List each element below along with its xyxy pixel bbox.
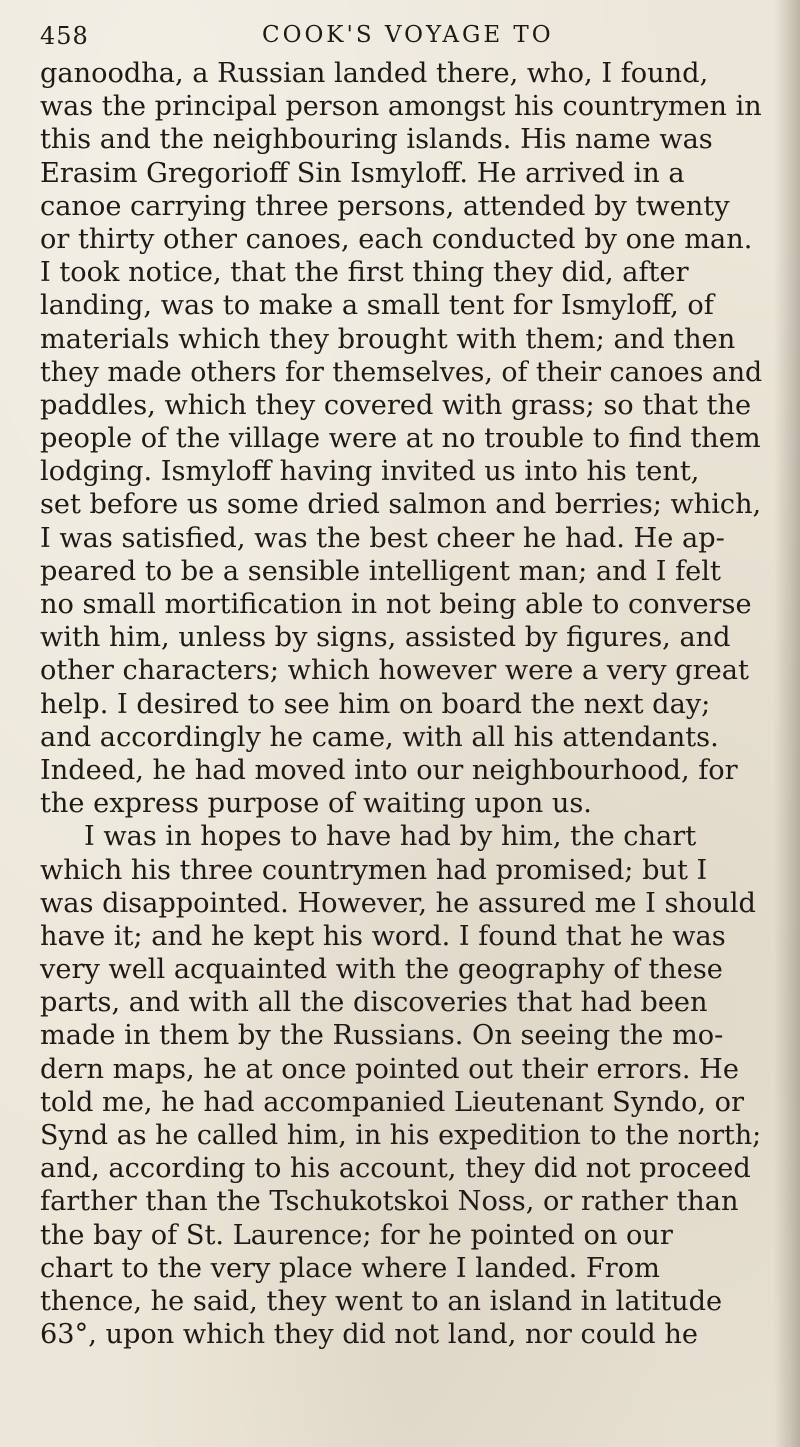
text-line: told me, he had accompanied Lieutenant Syndo, or (40, 1086, 745, 1118)
text-line: lodging. Ismyloff having invited us into his tent, (40, 456, 700, 488)
text-line: peared to be a sensible intelligent man; and I felt (40, 555, 721, 587)
page-header (40, 22, 760, 58)
text-line: 63°, upon which they did not land, nor could he (40, 1319, 698, 1351)
text-line: Indeed, he had moved into our neighbourhood, for (40, 754, 738, 786)
text-line: which his three countrymen had promised; but I (40, 854, 708, 886)
text-line: with him, unless by signs, assisted by figures, and (40, 622, 731, 654)
text-line: no small mortification in not being able to converse (40, 589, 752, 620)
text-line: they made others for themselves, of their canoes and (40, 356, 763, 388)
text-line: farther than the Tschukotskoi Noss, or rather than (40, 1186, 739, 1218)
text-line: help. I desired to see him on board the next day; (40, 688, 711, 720)
text-line: Erasim Gregorioff Sin Ismyloff. He arrived in a (40, 157, 685, 189)
body-text (40, 57, 770, 1351)
text-line: was disappointed. However, he assured me I should (40, 887, 756, 919)
text-line: very well acquainted with the geography of these (40, 954, 723, 986)
text-line: ganoodha, a Russian landed there, who, I found, (40, 58, 709, 89)
text-line: landing, was to make a small tent for Ismyloff, of (40, 290, 714, 322)
text-line: this and the neighbouring islands. His name was (40, 124, 713, 156)
text-line: I took notice, that the first thing they did, after (40, 257, 689, 289)
text-line: the express purpose of waiting upon us. (40, 788, 592, 820)
text-line: I was in hopes to have had by him, the chart (84, 821, 697, 853)
text-line: paddles, which they covered with grass; so that the (40, 389, 752, 421)
running-head: COOK'S VOYAGE TO (262, 22, 554, 48)
text-line: set before us some dried salmon and berries; which, (40, 489, 762, 521)
text-line: Synd as he called him, in his expedition to the north; (40, 1120, 762, 1151)
page-gutter-shadow (774, 0, 800, 1447)
text-line: thence, he said, they went to an island in latitude (40, 1285, 723, 1317)
text-line: I was satisfied, was the best cheer he had. He ap- (40, 522, 725, 554)
text-line: and accordingly he came, with all his attendants. (40, 721, 719, 753)
text-line: materials which they brought with them; and then (40, 323, 736, 355)
text-line: other characters; which however were a very great (40, 655, 749, 687)
text-line: made in them by the Russians. On seeing the mo- (40, 1020, 724, 1052)
text-line: have it; and he kept his word. I found that he was (40, 920, 726, 952)
text-line: canoe carrying three persons, attended by twenty (40, 190, 730, 222)
text-line: or thirty other canoes, each conducted by one man. (40, 223, 753, 255)
text-line: people of the village were at no trouble to find them (40, 423, 761, 455)
text-line: was the principal person amongst his countrymen in (40, 91, 762, 123)
text-line: parts, and with all the discoveries that had been (40, 987, 708, 1019)
text-line: chart to the very place where I landed. From (40, 1252, 660, 1284)
text-line: the bay of St. Laurence; for he pointed on our (40, 1219, 673, 1251)
text-line: dern maps, he at once pointed out their errors. He (40, 1053, 739, 1085)
page-number: 458 (40, 22, 89, 50)
text-line: and, according to his account, they did not proceed (40, 1153, 751, 1185)
